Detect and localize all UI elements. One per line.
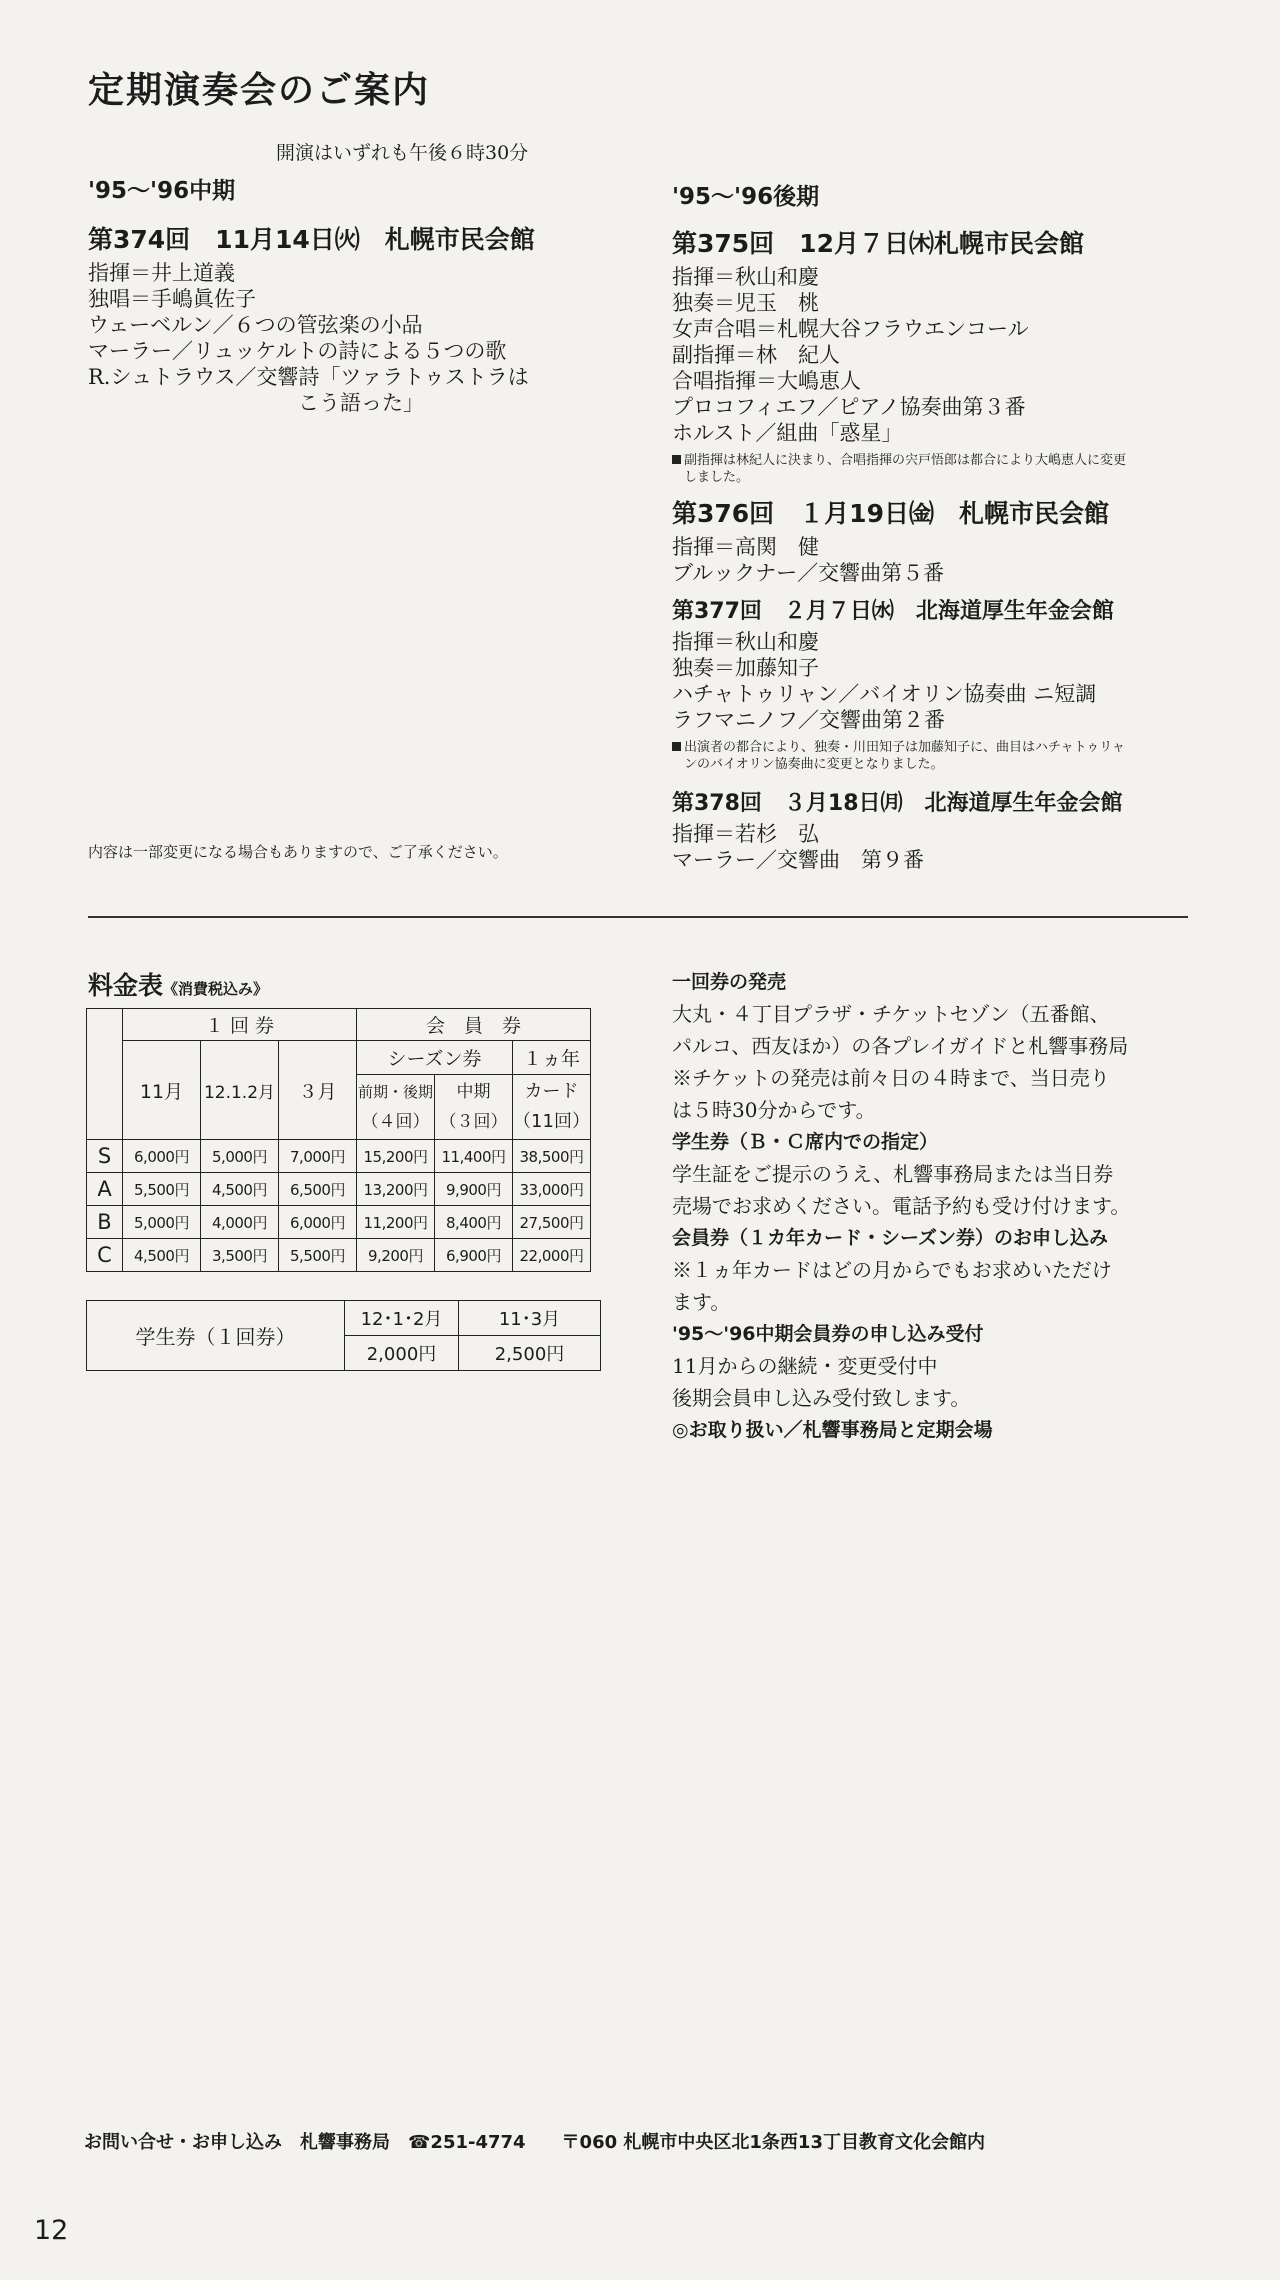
page-number: 12 xyxy=(34,2215,69,2246)
info-text: パルコ、西友ほか）の各プレイガイドと札響事務局 xyxy=(672,1034,1129,1058)
price-cell: 4,500円 xyxy=(123,1239,201,1272)
table-row xyxy=(87,1206,591,1239)
price-cell: 5,500円 xyxy=(123,1173,201,1206)
concert-line: こう語った」 xyxy=(88,391,424,415)
price-cell: 6,000円 xyxy=(279,1206,357,1239)
concert-375 xyxy=(672,224,1232,486)
section-divider xyxy=(88,916,1188,918)
concert-line: 独奏＝加藤知子 xyxy=(672,656,819,680)
concert-line: 女声合唱＝札幌大谷フラウエンコール xyxy=(672,317,1029,341)
concert-line: ウェーベルン／６つの管弦楽の小品 xyxy=(88,313,423,337)
bullet-square-icon xyxy=(672,742,681,751)
concert-heading: 第376回 １月19日㈮ 札幌市民会館 xyxy=(672,499,1109,528)
single-ticket-header: １ 回 券 xyxy=(123,1009,357,1041)
student-col-dec-feb: 12･1･2月 xyxy=(345,1301,459,1336)
info-heading: '95～'96中期会員券の申し込み受付 xyxy=(672,1323,984,1345)
price-cell: 5,500円 xyxy=(279,1239,357,1272)
student-price-cell: 2,000円 xyxy=(345,1336,459,1371)
concert-line: マーラー／リュッケルトの詩による５つの歌 xyxy=(88,339,507,363)
note-line: 出演者の都合により、独奏・川田知子は加藤知子に、曲目はハチャトゥリャ xyxy=(684,740,1125,755)
concert-line: ブルックナー／交響曲第５番 xyxy=(672,561,945,585)
price-cell: 3,500円 xyxy=(201,1239,279,1272)
page-title: 定期演奏会のご案内 xyxy=(88,69,431,111)
col-annual-label: カード xyxy=(524,1081,579,1102)
annual-card-header-top: １ヵ年 xyxy=(513,1041,591,1075)
col-early-late-count: （４回） xyxy=(361,1112,430,1132)
info-text: 後期会員申し込み受付致します。 xyxy=(672,1386,971,1410)
info-text: 大丸・４丁目プラザ・チケットセゾン（五番館、 xyxy=(672,1002,1110,1026)
concert-heading: 第375回 12月７日㈭札幌市民会館 xyxy=(672,229,1084,258)
concert-line: 指揮＝若杉 弘 xyxy=(672,822,819,846)
info-text: は５時30分からです。 xyxy=(672,1098,876,1122)
price-cell: 33,000円 xyxy=(513,1173,591,1206)
col-mid-label: 中期 xyxy=(456,1082,491,1102)
price-cell: 9,200円 xyxy=(357,1239,435,1272)
concert-line: 指揮＝秋山和慶 xyxy=(672,630,819,654)
concert-line: ラフマニノフ／交響曲第２番 xyxy=(672,708,945,732)
info-text: 学生証をご提示のうえ、札響事務局または当日券 xyxy=(672,1162,1114,1186)
corner-cell xyxy=(87,1009,123,1140)
col-early-late xyxy=(357,1075,435,1140)
concert-heading: 第377回 ２月７日㈬ 北海道厚生年金会館 xyxy=(672,599,1114,624)
concert-line: 合唱指揮＝大嶋恵人 xyxy=(672,369,861,393)
info-heading: 一回券の発売 xyxy=(672,971,787,993)
price-title-text: 料金表 xyxy=(88,971,164,1000)
concert-line: 指揮＝秋山和慶 xyxy=(672,265,819,289)
season-ticket-header: シーズン券 xyxy=(357,1041,513,1075)
concert-378 xyxy=(672,786,1232,873)
concert-heading: 第378回 ３月18日㈪ 北海道厚生年金会館 xyxy=(672,791,1123,816)
contact-footer: お問い合せ・お申し込み 札響事務局 ☎251-4774 〒060 札幌市中央区北1条西13丁目教育文化会館内 xyxy=(84,2132,985,2153)
info-heading: 会員券（１カ年カード・シーズン券）のお申し込み xyxy=(672,1227,1109,1249)
seat-class: C xyxy=(87,1239,123,1272)
ticket-info xyxy=(672,966,1202,1446)
col-dec-feb: 12.1.2月 xyxy=(201,1041,279,1140)
info-text: ※１ヵ年カードはどの月からでもお求めいただけ xyxy=(672,1258,1112,1282)
mid-period-label: '95～'96中期 xyxy=(88,178,236,204)
change-note xyxy=(672,452,1232,486)
info-text: ます。 xyxy=(672,1290,731,1314)
start-time-note: 開演はいずれも午後６時30分 xyxy=(276,142,529,164)
change-note xyxy=(672,739,1232,773)
price-cell: 6,500円 xyxy=(279,1173,357,1206)
seat-class: B xyxy=(87,1206,123,1239)
info-heading: ◎お取り扱い／札響事務局と定期会場 xyxy=(672,1419,993,1441)
price-cell: 5,000円 xyxy=(123,1206,201,1239)
concert-line: ハチャトゥリャン／バイオリン協奏曲 ニ短調 xyxy=(672,682,1097,706)
info-text: ※チケットの発売は前々日の４時まで、当日売り xyxy=(672,1066,1110,1090)
concert-line: 独唱＝手嶋眞佐子 xyxy=(88,287,256,311)
price-table-title xyxy=(88,966,268,1002)
price-table xyxy=(86,1008,591,1272)
price-cell: 13,200円 xyxy=(357,1173,435,1206)
col-mid xyxy=(435,1075,513,1140)
concert-line: R.シュトラウス／交響詩「ツァラトゥストラは xyxy=(88,365,529,389)
concert-line: 指揮＝高関 健 xyxy=(672,535,819,559)
col-mar: ３月 xyxy=(279,1041,357,1140)
table-row xyxy=(87,1239,591,1272)
price-cell: 5,000円 xyxy=(201,1140,279,1173)
concert-376 xyxy=(672,494,1232,586)
late-period-label: '95～'96後期 xyxy=(672,184,820,210)
bullet-square-icon xyxy=(672,455,681,464)
table-row xyxy=(87,1173,591,1206)
member-ticket-header: 会 員 券 xyxy=(357,1009,591,1041)
student-ticket-table xyxy=(86,1300,601,1371)
concert-line: マーラー／交響曲 第９番 xyxy=(672,848,924,872)
note-line: 副指揮は林紀人に決まり、合唱指揮の宍戸悟郎は都合により大嶋恵人に変更 xyxy=(684,453,1127,468)
seat-class: S xyxy=(87,1140,123,1173)
student-price-cell: 2,500円 xyxy=(459,1336,601,1371)
price-cell: 27,500円 xyxy=(513,1206,591,1239)
concert-line: 独奏＝児玉 桃 xyxy=(672,291,819,315)
concert-377 xyxy=(672,594,1232,773)
concert-line: プロコフィエフ／ピアノ協奏曲第３番 xyxy=(672,395,1026,419)
price-cell: 6,900円 xyxy=(435,1239,513,1272)
concert-374 xyxy=(88,220,648,416)
note-line: ンのバイオリン協奏曲に変更となりました。 xyxy=(684,757,944,772)
tax-note: 《消費税込み》 xyxy=(163,980,269,998)
change-disclaimer: 内容は一部変更になる場合もありますので、ご了承ください。 xyxy=(88,843,508,861)
price-cell: 38,500円 xyxy=(513,1140,591,1173)
price-cell: 22,000円 xyxy=(513,1239,591,1272)
price-cell: 8,400円 xyxy=(435,1206,513,1239)
note-line: しました。 xyxy=(684,470,750,485)
price-cell: 15,200円 xyxy=(357,1140,435,1173)
price-cell: 11,400円 xyxy=(435,1140,513,1173)
col-annual xyxy=(513,1075,591,1140)
price-cell: 4,000円 xyxy=(201,1206,279,1239)
concert-line: ホルスト／組曲「惑星」 xyxy=(672,421,903,445)
price-cell: 11,200円 xyxy=(357,1206,435,1239)
price-cell: 9,900円 xyxy=(435,1173,513,1206)
price-cell: 4,500円 xyxy=(201,1173,279,1206)
info-heading: 学生券（Ｂ・Ｃ席内での指定） xyxy=(672,1131,939,1153)
info-text: 11月からの継続・変更受付中 xyxy=(672,1354,938,1378)
table-row xyxy=(87,1140,591,1173)
price-cell: 6,000円 xyxy=(123,1140,201,1173)
col-nov: 11月 xyxy=(123,1041,201,1140)
col-early-late-label: 前期・後期 xyxy=(357,1083,433,1101)
student-ticket-label: 学生券（１回券） xyxy=(87,1301,345,1371)
seat-class: A xyxy=(87,1173,123,1206)
concert-line: 指揮＝井上道義 xyxy=(88,261,235,285)
col-mid-count: （３回） xyxy=(439,1112,508,1132)
concert-heading: 第374回 11月14日㈫ 札幌市民会館 xyxy=(88,225,535,254)
info-text: 売場でお求めください。電話予約も受け付けます。 xyxy=(672,1194,1131,1218)
student-col-nov-mar: 11･3月 xyxy=(459,1301,601,1336)
concert-line: 副指揮＝林 紀人 xyxy=(672,343,840,367)
col-annual-count: （11回） xyxy=(513,1111,590,1132)
price-cell: 7,000円 xyxy=(279,1140,357,1173)
